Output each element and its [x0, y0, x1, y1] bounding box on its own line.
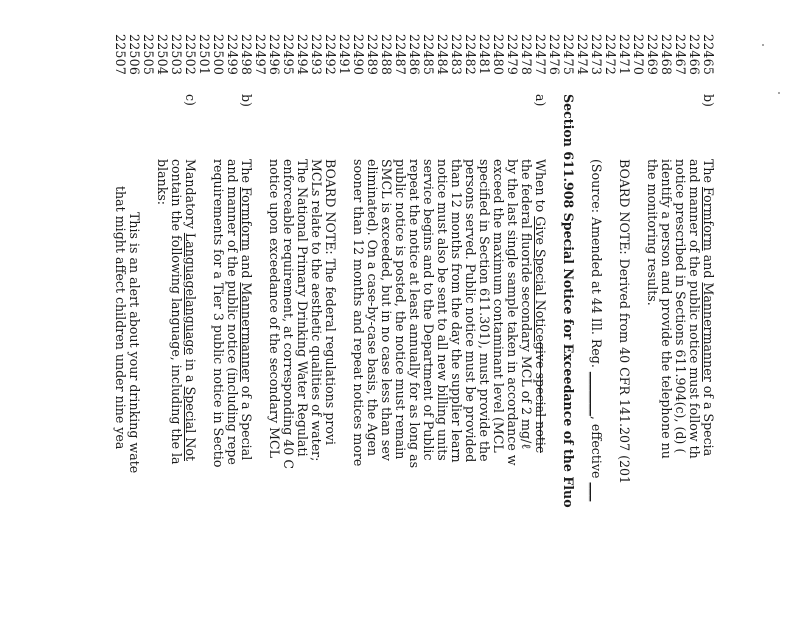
text-run: in a — [183, 354, 198, 387]
text-line: and manner of the public notice (including repe — [225, 159, 240, 465]
text-run: , effective — [589, 415, 604, 483]
line-number: 22476 — [547, 34, 562, 76]
line-number: 22468 — [659, 34, 674, 76]
line-number: 22479 — [505, 34, 520, 76]
quoted-notice-line: that might affect children under nine yea — [113, 186, 128, 450]
underlined-insertion: Languagelanguage — [183, 232, 198, 355]
text-run: The — [701, 159, 716, 187]
text-line: public notice is posted, the notice must remain — [393, 159, 408, 460]
underlined-insertion: Mannermanner — [701, 282, 716, 382]
underlined-insertion: Mannermanner — [239, 282, 254, 382]
underlined-insertion: Formform — [701, 186, 716, 251]
line-number: 22494 — [295, 34, 310, 76]
text-run: (Source: Amended at 44 Ill. Reg. — [589, 159, 604, 372]
text-line — [701, 159, 715, 456]
text-line — [239, 159, 253, 460]
line-number: 22478 — [519, 34, 534, 76]
text-line: repeat the notice at least annually for as long as — [407, 159, 422, 469]
text-run: of a Special — [239, 381, 254, 461]
text-run: of a Specia — [701, 381, 716, 457]
text-line: eliminated). On a case-by-case basis, the Agen — [365, 159, 380, 457]
text-run: and — [701, 250, 716, 283]
line-number: 22466 — [687, 34, 702, 76]
text-line: enforceable requirement, at corresponding 40 C — [281, 159, 296, 469]
line-number: 22499 — [225, 34, 240, 76]
line-number: 22482 — [463, 34, 478, 76]
text-line: identify a person and provide the telephone nu — [659, 159, 674, 459]
text-line — [183, 159, 197, 461]
line-number: 22470 — [631, 34, 646, 76]
board-note: BOARD NOTE: The federal regulations provi — [323, 159, 338, 446]
line-number: 22473 — [589, 34, 604, 76]
text-line: and manner of the public notice must follow th — [687, 159, 702, 459]
text-line: SMCL is exceeded, but in no case less than sev — [379, 159, 394, 461]
text-line: requirements for a Tier 3 public notice in Sectio — [211, 159, 226, 468]
text-line: blanks: — [155, 159, 170, 206]
line-number: 22501 — [197, 34, 212, 76]
text-line: service begins and to the Department of Public — [421, 159, 436, 461]
line-number: 22491 — [337, 34, 352, 76]
line-number: 22477 — [533, 34, 548, 76]
line-number: 22495 — [281, 34, 296, 76]
text-run: and — [239, 250, 254, 283]
text-line: The National Primary Drinking Water Regulati — [295, 159, 310, 457]
text-run: The — [239, 159, 254, 187]
line-number: 22471 — [617, 34, 632, 76]
text-run: When to — [533, 159, 548, 217]
source-note — [589, 159, 603, 501]
line-number: 22467 — [673, 34, 688, 76]
underlined-insertion: Give Special Notice — [533, 216, 548, 342]
text-line: specified in Section 611.301), must provide the — [477, 159, 492, 462]
line-number: 22506 — [127, 34, 142, 76]
text-line: the federal fluoride secondary MCL of 2 mg/ℓ — [519, 159, 534, 450]
scan-speck — [778, 92, 780, 94]
line-number: 22485 — [421, 34, 436, 76]
line-number: 22493 — [309, 34, 324, 76]
text-run: Mandatory — [183, 159, 198, 233]
line-number: 22498 — [239, 34, 254, 76]
line-number: 22475 — [561, 34, 576, 76]
text-line: notice must also be sent to all new billing units — [435, 159, 450, 461]
text-line — [533, 159, 547, 453]
line-number: 22486 — [407, 34, 422, 76]
item-marker: b) — [701, 94, 716, 107]
line-number: 22489 — [365, 34, 380, 76]
quoted-notice-line: This is an alert about your drinking wate — [127, 212, 142, 474]
text-line: the monitoring results. — [645, 159, 660, 306]
text-line: notice prescribed in Sections 611.904(c), (d) ( — [673, 159, 688, 454]
underlined-insertion: Formform — [239, 186, 254, 251]
line-number: 22484 — [435, 34, 450, 76]
section-heading: Section 611.908 Special Notice for Exceedance of the Fluo — [561, 94, 576, 508]
text-line: sooner than 12 months and repeat notices more — [351, 159, 366, 467]
line-number: 22503 — [169, 34, 184, 76]
line-number: 22496 — [267, 34, 282, 76]
text-line: notice upon exceedance of the secondary MCL — [267, 159, 282, 459]
line-number: 22465 — [701, 34, 716, 76]
scan-speck — [762, 44, 764, 46]
text-line: MCLs relate to the aesthetic qualities of water; — [309, 159, 324, 462]
item-marker: c) — [183, 94, 198, 106]
line-number: 22497 — [253, 34, 268, 76]
line-number: 22507 — [113, 34, 128, 76]
line-number: 22505 — [141, 34, 156, 76]
underlined-insertion: Special Not — [183, 386, 198, 462]
text-line: contain the following language, including the la — [169, 159, 184, 465]
line-number: 22474 — [575, 34, 590, 76]
line-number: 22487 — [393, 34, 408, 76]
line-number: 22480 — [491, 34, 506, 76]
line-number: 22488 — [379, 34, 394, 76]
text-line: by the last single sample taken in accordance w — [505, 159, 520, 466]
struck-deletion: give special notic — [533, 341, 548, 453]
text-line: than 12 months from the day the supplier learn — [449, 159, 464, 463]
line-number: 22490 — [351, 34, 366, 76]
line-number: 22492 — [323, 34, 338, 76]
line-number: 22469 — [645, 34, 660, 76]
rotated-document — [95, 34, 715, 614]
line-number: 22502 — [183, 34, 198, 76]
blank-field: _______ — [589, 371, 604, 416]
text-line: persons served. Public notice must be provided — [463, 159, 478, 463]
text-line: exceed the maximum contaminant level (MCL — [491, 159, 506, 453]
item-marker: a) — [533, 94, 548, 107]
blank-field: ___ — [589, 482, 604, 502]
line-number: 22500 — [211, 34, 226, 76]
line-number: 22483 — [449, 34, 464, 76]
line-number: 22504 — [155, 34, 170, 76]
line-number: 22481 — [477, 34, 492, 76]
board-note: BOARD NOTE: Derived from 40 CFR 141.207 (201 — [617, 159, 632, 485]
item-marker: b) — [239, 94, 254, 107]
line-number: 22472 — [603, 34, 618, 76]
